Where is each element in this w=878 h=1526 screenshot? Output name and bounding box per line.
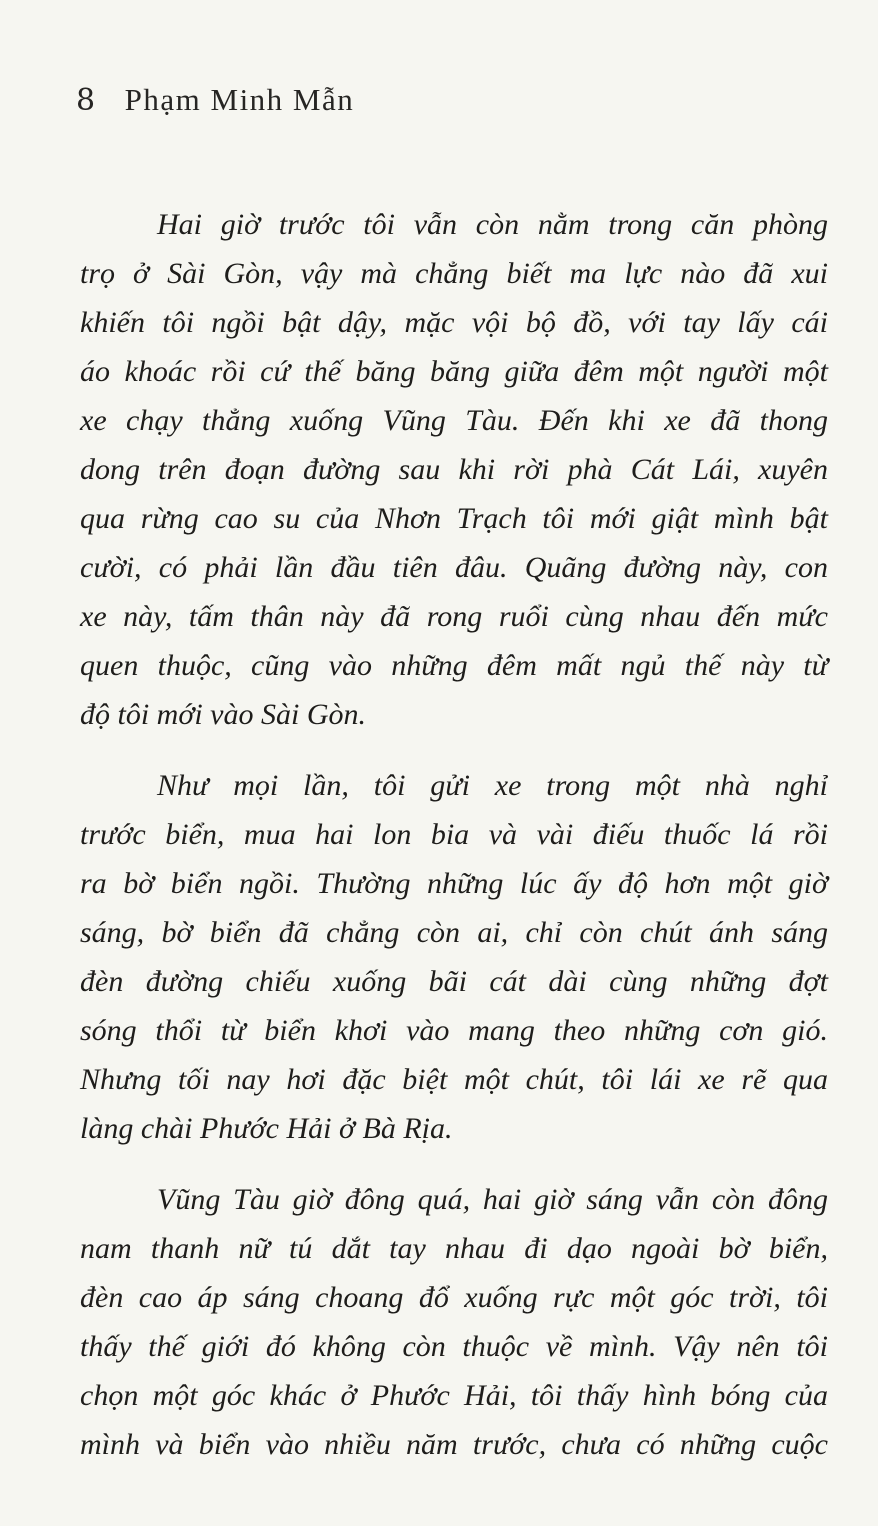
author-name: Phạm Minh Mẫn: [124, 82, 355, 117]
text-line: đèn đường chiếu xuống bãi cát dài cùng những đợt: [80, 965, 828, 998]
text-line: đèn cao áp sáng choang đổ xuống rực một góc trời, tôi: [80, 1281, 828, 1314]
paragraph-1: [80, 200, 828, 739]
text-line: sóng thổi từ biển khơi vào mang theo những cơn gió.: [80, 1014, 828, 1047]
text-line: Hai giờ trước tôi vẫn còn nằm trong căn phòng: [157, 208, 828, 241]
text-line: cười, có phải lần đầu tiên đâu. Quãng đường này, con: [80, 551, 828, 584]
page-number: 8: [76, 83, 97, 118]
text-line: khiến tôi ngồi bật dậy, mặc vội bộ đồ, với tay lấy cái: [80, 306, 828, 339]
text-line: dong trên đoạn đường sau khi rời phà Cát Lái, xuyên: [80, 453, 828, 486]
text-line: làng chài Phước Hải ở Bà Rịa.: [80, 1112, 453, 1145]
text-line: trọ ở Sài Gòn, vậy mà chẳng biết ma lực nào đã xui: [80, 257, 828, 290]
paragraph-2: [80, 761, 828, 1153]
text-line: độ tôi mới vào Sài Gòn.: [80, 698, 366, 731]
text-line: áo khoác rồi cứ thế băng băng giữa đêm một người một: [80, 355, 828, 388]
text-line: Như mọi lần, tôi gửi xe trong một nhà nghỉ: [157, 769, 828, 802]
text-line: Nhưng tối nay hơi đặc biệt một chút, tôi lái xe rẽ qua: [80, 1063, 828, 1096]
text-line: quen thuộc, cũng vào những đêm mất ngủ thế này từ: [80, 649, 828, 682]
text-line: Vũng Tàu giờ đông quá, hai giờ sáng vẫn còn đông: [157, 1183, 828, 1216]
text-line: xe chạy thẳng xuống Vũng Tàu. Đến khi xe đã thong: [80, 404, 828, 437]
paragraph-3: [80, 1175, 828, 1469]
text-line: qua rừng cao su của Nhơn Trạch tôi mới giật mình bật: [80, 502, 828, 535]
text-line: xe này, tấm thân này đã rong ruổi cùng nhau đến mức: [80, 600, 828, 633]
text-line: thấy thế giới đó không còn thuộc về mình. Vậy nên tôi: [80, 1330, 828, 1363]
running-head: [76, 80, 354, 120]
text-line: trước biển, mua hai lon bia và vài điếu thuốc lá rồi: [80, 818, 828, 851]
text-line: mình và biển vào nhiều năm trước, chưa có những cuộc: [80, 1428, 828, 1461]
text-line: sáng, bờ biển đã chẳng còn ai, chỉ còn chút ánh sáng: [80, 916, 828, 949]
text-line: chọn một góc khác ở Phước Hải, tôi thấy hình bóng của: [80, 1379, 828, 1412]
text-line: ra bờ biển ngồi. Thường những lúc ấy độ hơn một giờ: [80, 867, 828, 900]
text-line: nam thanh nữ tú dắt tay nhau đi dạo ngoài bờ biển,: [80, 1232, 828, 1265]
body-text: [80, 200, 828, 1469]
